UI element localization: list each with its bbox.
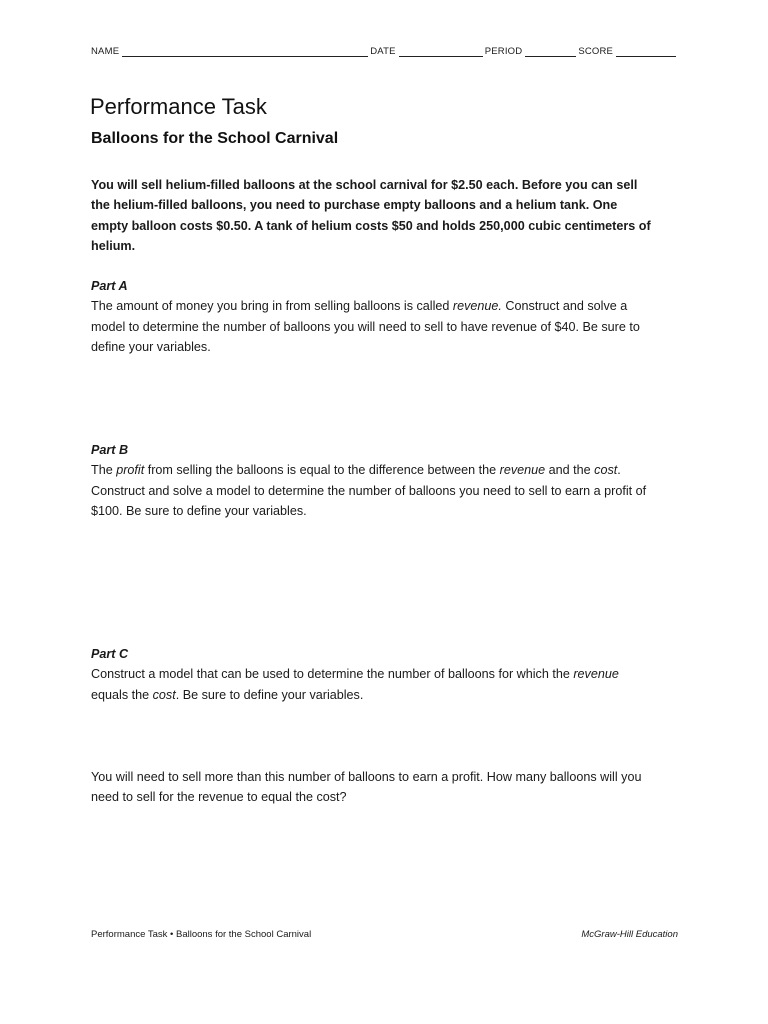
part-b-label: Part B (91, 443, 129, 457)
name-label: NAME (91, 46, 120, 57)
intro-paragraph: You will sell helium-filled balloons at the school carnival for $2.50 each. Before you can sell the helium-filled balloons, you need to purchase empty balloons and a helium tank. One empty balloon costs $0.50. A tank of helium costs $50 and holds 250,000 cubic centimeters of helium. (91, 178, 651, 253)
score-label: SCORE (578, 46, 614, 57)
page-title: Performance Task (90, 94, 267, 119)
part-b-section (91, 440, 651, 521)
name-blank[interactable] (122, 46, 368, 57)
part-c-section (91, 644, 651, 705)
footer-title: Performance Task • Balloons for the School Carnival (91, 929, 312, 940)
part-c-label: Part C (91, 647, 129, 661)
score-blank[interactable] (616, 46, 676, 57)
footer-publisher: McGraw-Hill Education (581, 929, 678, 940)
period-label: PERIOD (484, 46, 523, 57)
student-info-header (91, 46, 681, 57)
part-a-text: The amount of money you bring in from selling balloons is called revenue. Construct and solve a model to determine the number of balloons you will need to sell to have revenue of $40. Be sure to define your variables. (91, 299, 640, 354)
page-subtitle: Balloons for the School Carnival (91, 130, 339, 147)
follow-up-question: You will need to sell more than this number of balloons to earn a profit. How many balloons will you need to sell for the revenue to equal the cost? (91, 770, 642, 805)
part-a-section (91, 276, 651, 357)
part-b-text: The profit from selling the balloons is equal to the difference between the revenue and the cost. Construct and solve a model to determine the number of balloons you need to sell to earn a profit of $100. Be sure to define your variables. (91, 463, 647, 518)
part-c-text: Construct a model that can be used to determine the number of balloons for which the revenue equals the cost. Be sure to define your variables. (91, 667, 619, 702)
date-label: DATE (370, 46, 396, 57)
date-blank[interactable] (399, 46, 483, 57)
period-blank[interactable] (525, 46, 576, 57)
part-a-label: Part A (91, 279, 128, 293)
